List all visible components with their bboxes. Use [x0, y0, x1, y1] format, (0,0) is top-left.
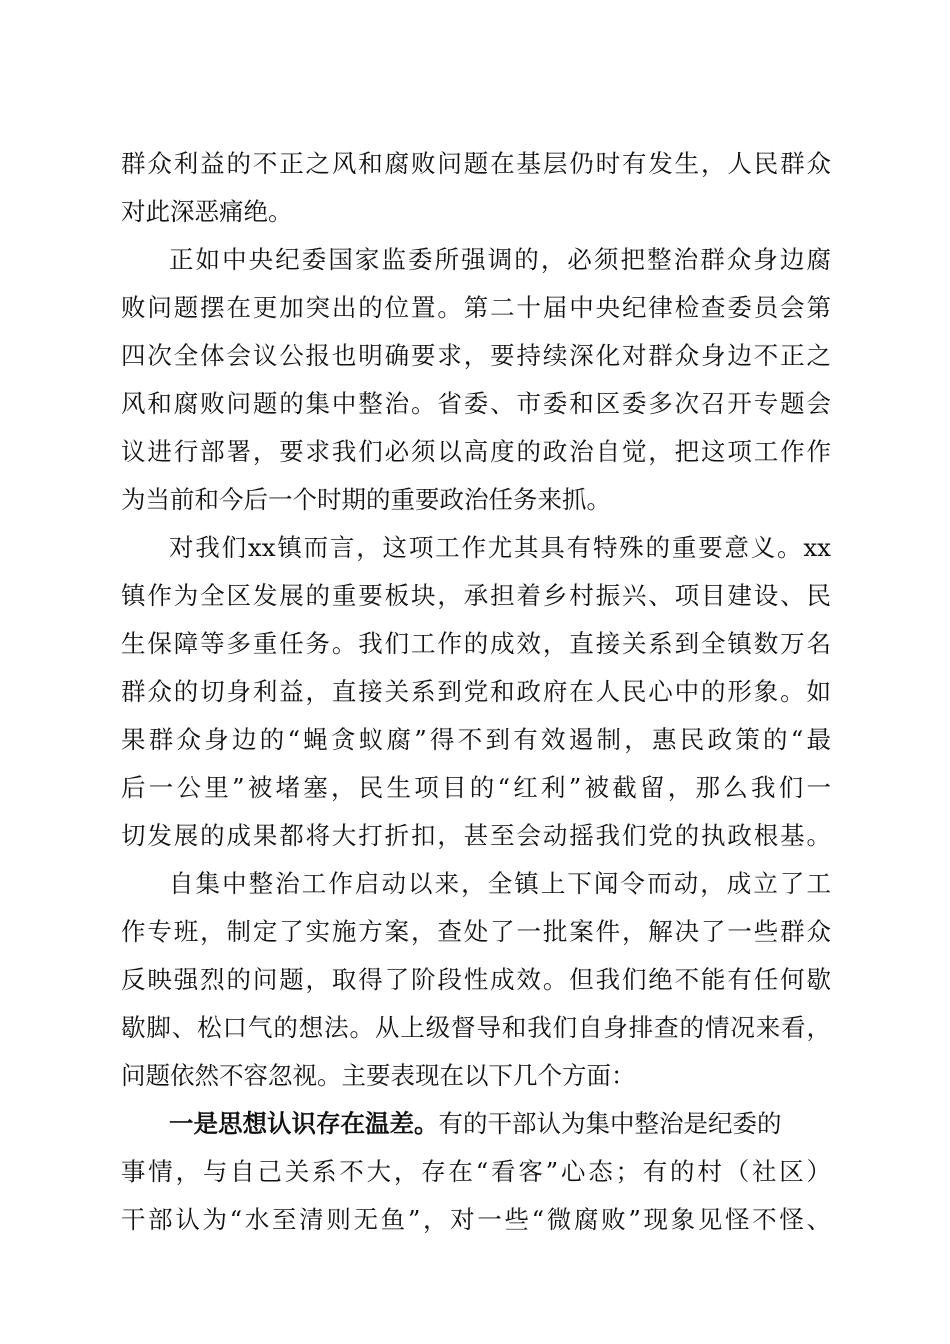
paragraph-3-line-3: 生保障等多重任务。我们工作的成效，直接关系到全镇数万名	[121, 629, 831, 658]
paragraph-2-line-5: 议进行部署，要求我们必须以高度的政治自觉，把这项工作作	[121, 437, 831, 466]
paragraph-2-line-6: 为当前和今后一个时期的重要政治任务来抓。	[121, 485, 611, 514]
paragraph-5-line-2: 事情，与自己关系不大，存在“看客”心态；有的村（社区）	[121, 1157, 831, 1186]
paragraph-3-line-1: 对我们xx镇而言，这项工作尤其具有特殊的重要意义。xx	[169, 533, 831, 562]
paragraph-4-line-5: 问题依然不容忽视。主要表现在以下几个方面：	[121, 1061, 636, 1090]
paragraph-3-line-6: 后一公里”被堵塞，民生项目的“红利”被截留，那么我们一	[121, 773, 831, 802]
paragraph-3-line-2: 镇作为全区发展的重要板块，承担着乡村振兴、项目建设、民	[121, 581, 831, 610]
paragraph-5-line-1-text: 有的干部认为集中整治是纪委的	[438, 1109, 782, 1138]
paragraph-4-line-4: 歇脚、松口气的想法。从上级督导和我们自身排查的情况来看，	[121, 1013, 831, 1042]
paragraph-5-heading: 一是思想认识存在温差。	[169, 1109, 439, 1138]
paragraph-3-line-5: 果群众身边的“蝇贪蚁腐”得不到有效遏制，惠民政策的“最	[121, 725, 831, 754]
paragraph-4-line-1: 自集中整治工作启动以来，全镇上下闻令而动，成立了工	[169, 869, 831, 898]
paragraph-2-line-4: 风和腐败问题的集中整治。省委、市委和区委多次召开专题会	[121, 389, 831, 418]
paragraph-2-line-2: 败问题摆在更加突出的位置。第二十届中央纪律检查委员会第	[121, 293, 831, 322]
paragraph-2-line-1: 正如中央纪委国家监委所强调的，必须把整治群众身边腐	[169, 245, 831, 274]
paragraph-3-line-4: 群众的切身利益，直接关系到党和政府在人民心中的形象。如	[121, 677, 831, 706]
paragraph-3-line-7: 切发展的成果都将大打折扣，甚至会动摇我们党的执政根基。	[121, 821, 831, 850]
paragraph-4-line-3: 反映强烈的问题，取得了阶段性成效。但我们绝不能有任何歇	[121, 965, 831, 994]
text-line-1: 群众利益的不正之风和腐败问题在基层仍时有发生，人民群众	[121, 149, 831, 178]
paragraph-5-line-1	[169, 1100, 831, 1148]
text-line-2: 对此深恶痛绝。	[121, 197, 293, 226]
paragraph-4-line-2: 作专班，制定了实施方案，查处了一批案件，解决了一些群众	[121, 917, 831, 946]
paragraph-2-line-3: 四次全体会议公报也明确要求，要持续深化对群众身边不正之	[121, 341, 831, 370]
paragraph-5-line-3: 干部认为“水至清则无鱼”，对一些“微腐败”现象见怪不怪、	[121, 1205, 831, 1234]
